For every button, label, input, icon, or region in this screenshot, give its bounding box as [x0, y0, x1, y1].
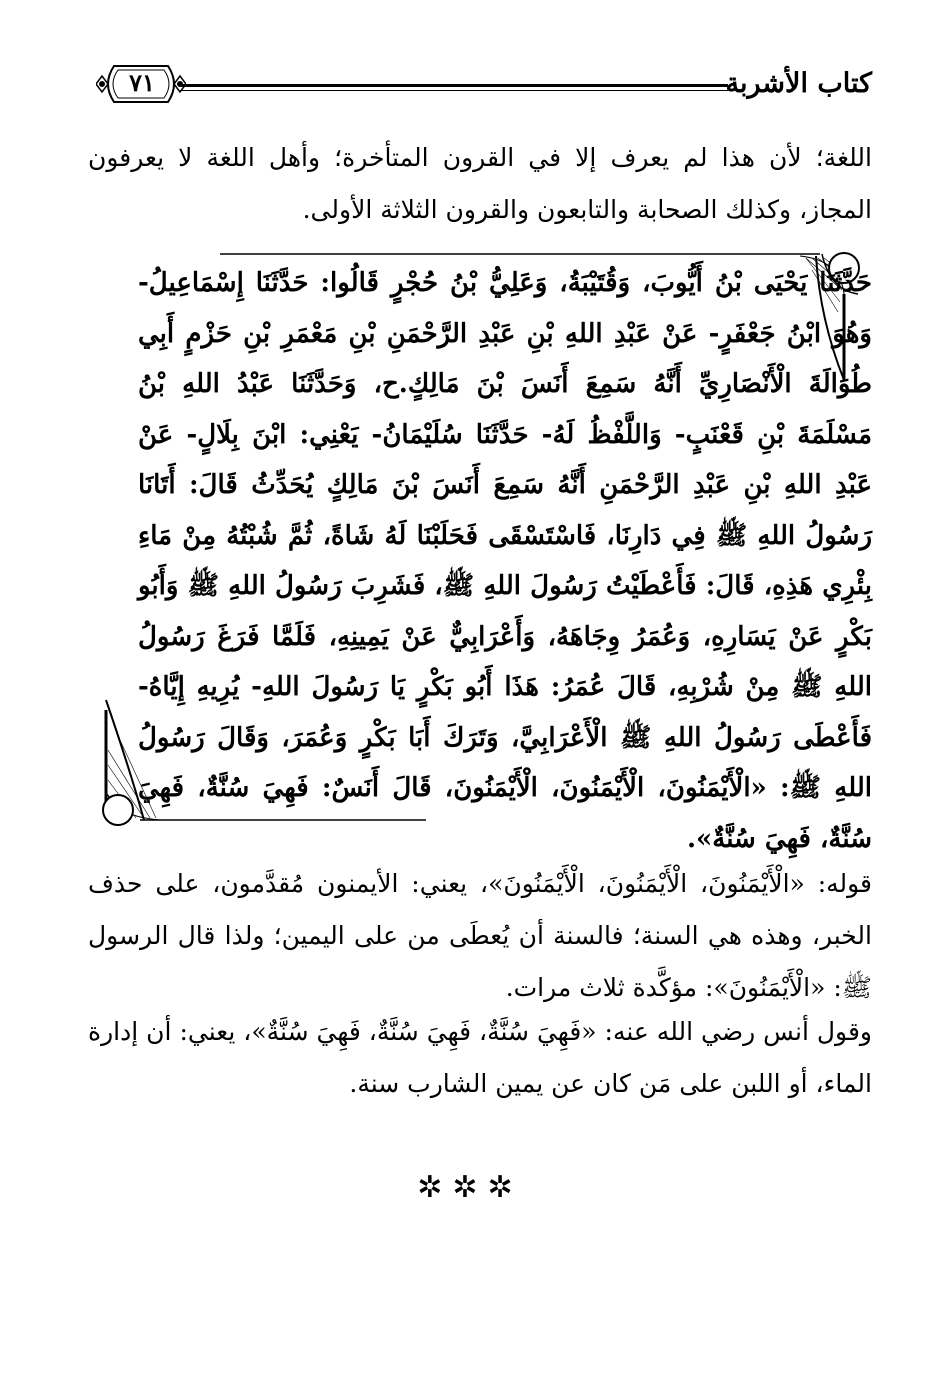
hadith-text: حَدَّثَنَا يَحْيَى بْنُ أَيُّوبَ، وَقُتَيْبَةُ، وَعَلِيُّ بْنُ حُجْرٍ قَالُوا: حَدَّثَنَا إِسْمَاعِيلُ- وَهُوَ ابْنُ جَعْفَرٍ- عَنْ عَبْدِ اللهِ بْنِ عَبْدِ الرَّحْمَنِ بْنِ مَعْمَرِ بْنِ حَزْمٍ أَبِي طُوَالَةَ الْأَنْصَارِيِّ أَنَّهُ سَمِعَ أَنَسَ بْنَ مَالِكٍ.ح، وَحَدَّثَنَا عَبْدُ اللهِ بْنُ مَسْلَمَةَ بْنِ قَعْنَبٍ- وَاللَّفْظُ لَهُ- حَدَّثَنَا سُلَيْمَانُ- يَعْنِي: ابْنَ بِلَالٍ- عَنْ عَبْدِ اللهِ بْنِ عَبْدِ الرَّحْمَنِ أَنَّهُ سَمِعَ أَنَسَ بْنَ مَالِكٍ يُحَدِّثُ قَالَ: أَتَانَا رَسُولُ اللهِ ﷺ فِي دَارِنَا، فَاسْتَسْقَى فَحَلَبْنَا لَهُ شَاةً، ثُمَّ شُبْتُهُ مِنْ مَاءِ بِئْرِي هَذِهِ، قَالَ: فَأَعْطَيْتُ رَسُولَ اللهِ ﷺ، فَشَرِبَ رَسُولُ اللهِ ﷺ وَأَبُو بَكْرٍ عَنْ يَسَارِهِ، وَعُمَرُ وِجَاهَهُ، وَأَعْرَابِيٌّ عَنْ يَمِينِهِ، فَلَمَّا فَرَغَ رَسُولُ اللهِ ﷺ مِنْ شُرْبِهِ، قَالَ عُمَرُ: هَذَا أَبُو بَكْرٍ يَا رَسُولَ اللهِ- يُرِيهِ إِيَّاهُ- فَأَعْطَى رَسُولُ اللهِ ﷺ الْأَعْرَابِيَّ، وَتَرَكَ أَبَا بَكْرٍ وَعُمَرَ، وَقَالَ رَسُولُ اللهِ ﷺ: «الْأَيْمَنُونَ، الْأَيْمَنُونَ، الْأَيْمَنُونَ، قَالَ أَنَسٌ: فَهِيَ سُنَّةٌ، فَهِيَ سُنَّةٌ، فَهِيَ سُنَّةٌ». — [138, 268, 873, 854]
page-header — [88, 62, 872, 112]
header-rule — [180, 84, 728, 94]
page-number-ornament — [96, 62, 186, 106]
book-title: كتاب الأشربة — [725, 68, 872, 99]
commentary-paragraph-1: قوله: «الْأَيْمَنُونَ، الْأَيْمَنُونَ، الْأَيْمَنُونَ»، يعني: الأيمنون مُقدَّمون، على حذف الخبر، وهذه هي السنة؛ فالسنة أن يُعطَى من على اليمين؛ ولذا قال الرسول ﷺ: «الْأَيْمَنُونَ»: مؤكَّدة ثلاث مرات. — [88, 869, 872, 1002]
end-ornament: ✲✲✲ — [417, 1170, 523, 1205]
intro-paragraph: اللغة؛ لأن هذا لم يعرف إلا في القرون المتأخرة؛ وأهل اللغة لا يعرفون المجاز، وكذلك الصحابة والتابعون والقرون الثلاثة الأولى. — [88, 143, 872, 224]
commentary-paragraph-2: وقول أنس رضي الله عنه: «فَهِيَ سُنَّةٌ، فَهِيَ سُنَّةٌ، فَهِيَ سُنَّةٌ»، يعني: أن إدارة الماء، أو اللبن على مَن كان عن يمين الشارب سنة. — [88, 1017, 872, 1098]
page-number: ٧١ — [129, 68, 155, 97]
